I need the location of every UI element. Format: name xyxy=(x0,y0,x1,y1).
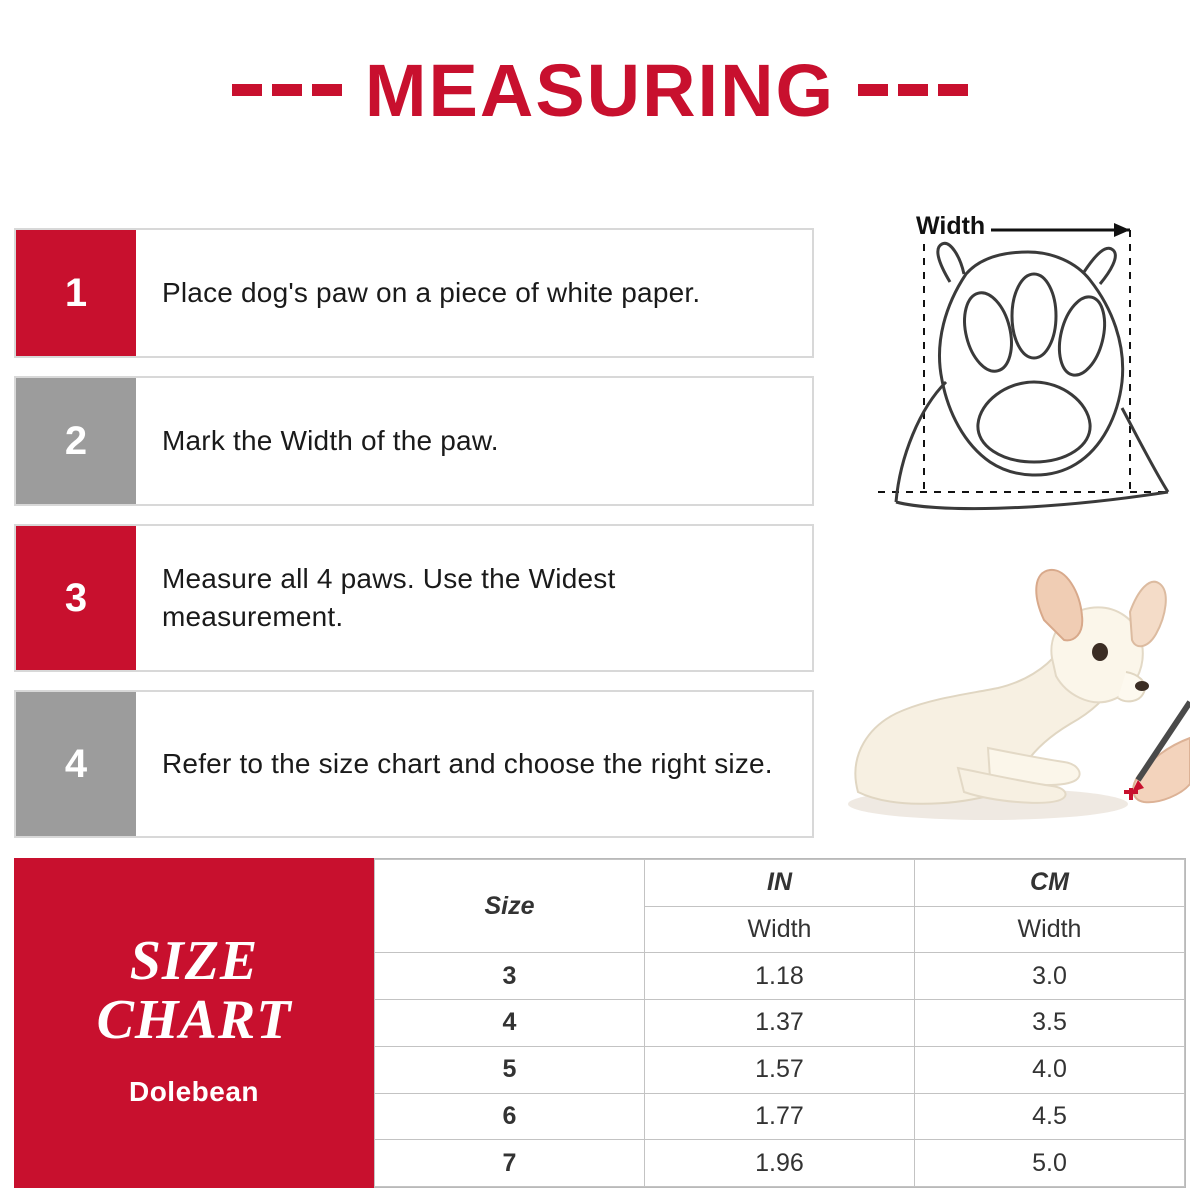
size-chart-table xyxy=(374,859,1185,1187)
table-row xyxy=(375,1140,1185,1187)
title-dashes-left xyxy=(232,82,342,100)
cell-cm-width: 3.5 xyxy=(915,1000,1185,1047)
size-chart-banner xyxy=(14,858,374,1188)
size-chart-heading-line2: CHART xyxy=(96,989,292,1051)
step-item-2 xyxy=(14,376,814,506)
table-row xyxy=(375,953,1185,1000)
step-text-4: Refer to the size chart and choose the right size. xyxy=(162,748,773,780)
cell-cm-width: 5.0 xyxy=(915,1140,1185,1187)
step-item-3 xyxy=(14,524,814,672)
cell-size: 7 xyxy=(375,1140,645,1187)
cell-size: 4 xyxy=(375,1000,645,1047)
page-title-text: MEASURING xyxy=(364,49,836,132)
table-row xyxy=(375,1093,1185,1140)
step-text-1: Place dog's paw on a piece of white paper. xyxy=(162,277,701,309)
size-chart-table-wrap xyxy=(374,858,1186,1188)
step-item-1 xyxy=(14,228,814,358)
title-dashes-right xyxy=(858,82,968,100)
table-row xyxy=(375,1046,1185,1093)
cell-in-width: 1.37 xyxy=(645,1000,915,1047)
dog-photo-illustration xyxy=(838,542,1190,832)
size-chart xyxy=(14,858,1186,1188)
step-number-1: 1 xyxy=(16,230,136,356)
cell-cm-width: 4.5 xyxy=(915,1093,1185,1140)
step-number-4: 4 xyxy=(16,692,136,836)
cell-cm-width: 4.0 xyxy=(915,1046,1185,1093)
table-row xyxy=(375,1000,1185,1047)
cell-cm-width: 3.0 xyxy=(915,953,1185,1000)
brand-name: Dolebean xyxy=(128,1075,260,1107)
cell-in-width: 1.77 xyxy=(645,1093,915,1140)
cell-size: 6 xyxy=(375,1093,645,1140)
cell-size: 5 xyxy=(375,1046,645,1093)
column-header-size: Size xyxy=(375,860,645,953)
cell-in-width: 1.96 xyxy=(645,1140,915,1187)
step-item-4 xyxy=(14,690,814,838)
column-subheader-cm-width: Width xyxy=(915,906,1185,953)
steps-list xyxy=(14,228,814,856)
cell-in-width: 1.57 xyxy=(645,1046,915,1093)
paw-diagram xyxy=(838,212,1190,542)
size-chart-heading-line1: SIZE xyxy=(129,930,259,993)
step-text-3: Measure all 4 paws. Use the Widest measurement. xyxy=(162,563,616,632)
cell-in-width: 1.18 xyxy=(645,953,915,1000)
step-text-2: Mark the Width of the paw. xyxy=(162,425,499,457)
table-header-row-1 xyxy=(375,860,1185,907)
page-title xyxy=(0,48,1200,133)
step-number-3: 3 xyxy=(16,526,136,670)
width-label: Width xyxy=(910,212,991,241)
illustration-panel xyxy=(838,212,1190,832)
column-header-in: IN xyxy=(645,860,915,907)
column-header-cm: CM xyxy=(915,860,1185,907)
cell-size: 3 xyxy=(375,953,645,1000)
column-subheader-in-width: Width xyxy=(645,906,915,953)
step-number-2: 2 xyxy=(16,378,136,504)
